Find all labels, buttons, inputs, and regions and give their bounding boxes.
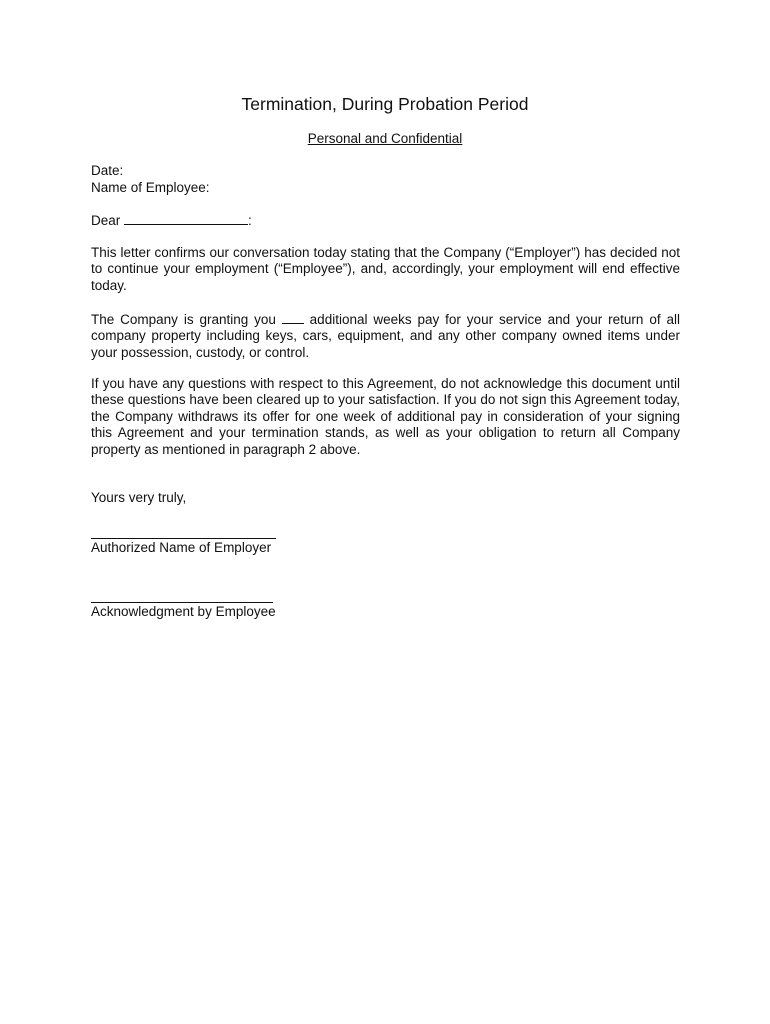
paragraph-severance-rest: additional weeks pay for your service and your return of all company property including keys, cars, equipment, and any other company owned items under your possession, custody, or control. (91, 312, 680, 360)
document-subtitle: Personal and Confidential (307, 131, 463, 146)
closing: Yours very truly, (91, 490, 187, 505)
paragraph-severance-lead: The Company is granting you (91, 312, 276, 327)
employee-signature-label: Acknowledgment by Employee (91, 604, 276, 619)
salutation (91, 212, 252, 229)
document-title: Termination, During Probation Period (241, 94, 529, 114)
paragraph-termination: This letter confirms our conversation today stating that the Company (“Employer”) has decided not to continue your employment (“Employee”), and, accordingly, your employment will end effective today. (91, 245, 680, 293)
employer-signature-label: Authorized Name of Employer (91, 540, 272, 555)
salutation-prefix: Dear (91, 213, 121, 228)
date-label: Date: (91, 163, 124, 178)
paragraph-severance (91, 311, 680, 361)
employer-signature-line[interactable] (91, 538, 276, 539)
employee-signature-line[interactable] (91, 602, 273, 603)
paragraph-agreement: If you have any questions with respect to this Agreement, do not acknowledge this document until these questions have been cleared up to your satisfaction. If you do not sign this Agreement today, the Company withdraws its offer for one week of additional pay in consideration of your signing this Agreement and your termination stands, as well as your obligation to return all Company property as mentioned in paragraph 2 above. (91, 376, 680, 457)
weeks-blank[interactable] (282, 311, 304, 324)
employee-name-label: Name of Employee: (91, 180, 210, 195)
salutation-suffix: : (248, 213, 252, 228)
salutation-name-blank[interactable] (124, 212, 248, 225)
